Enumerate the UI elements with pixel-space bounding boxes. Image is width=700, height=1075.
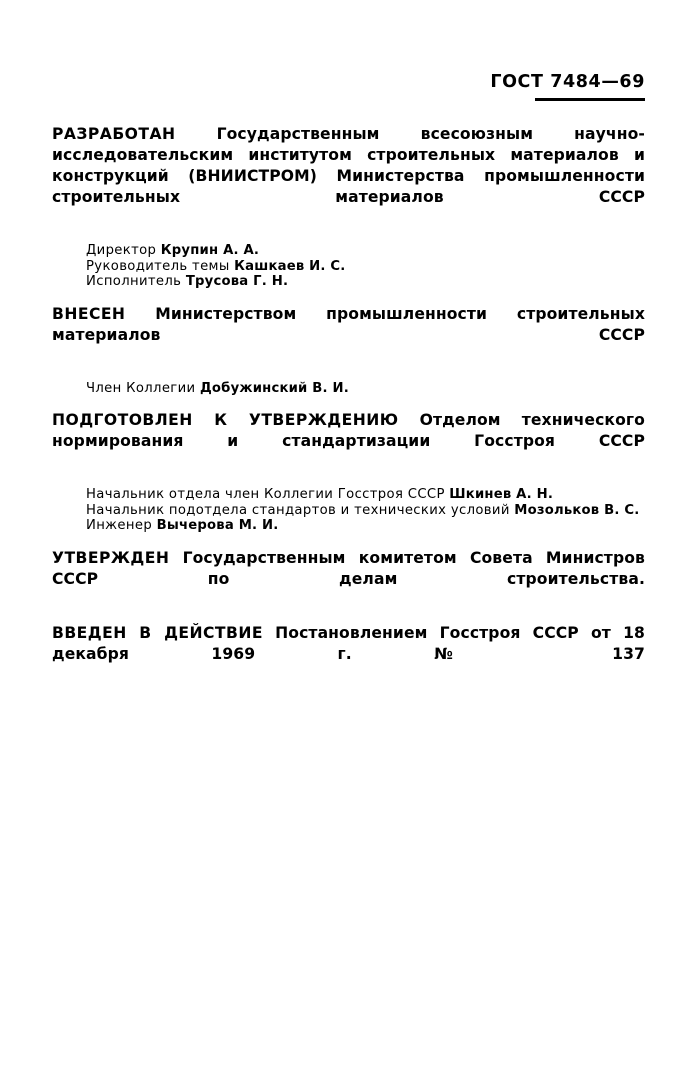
section-prepared: [52, 410, 645, 473]
person-row: [86, 259, 645, 275]
standard-number: ГОСТ 7484—69: [490, 72, 645, 92]
header-rule: [535, 98, 645, 101]
section-approved-lead: УТВЕРЖДЕН: [52, 548, 170, 567]
section-submitted: [52, 304, 645, 367]
person-role: Начальник подотдела стандартов и технических условий: [86, 502, 515, 518]
person-name: Трусова Г. Н.: [185, 274, 289, 289]
people-list-submitted: [52, 381, 645, 397]
person-row: [86, 503, 645, 519]
people-list-prepared: [52, 487, 645, 534]
section-developed-lead: РАЗРАБОТАН: [52, 125, 176, 143]
person-role: Исполнитель: [86, 274, 186, 289]
section-enacted-lead: ВВЕДЕН В ДЕЙСТВИЕ: [52, 623, 263, 642]
section-prepared-lead: ПОДГОТОВЛЕН К УТВЕРЖДЕНИЮ: [52, 411, 399, 429]
person-name: Кашкаев И. С.: [234, 258, 346, 274]
person-name: Мозольков В. С.: [514, 502, 640, 518]
page-header: [52, 74, 645, 101]
section-approved: [52, 548, 645, 611]
person-row: [86, 381, 645, 397]
section-submitted-lead: ВНЕСЕН: [52, 304, 126, 323]
section-submitted-body: Министерством промышленности строительных материалов СССР: [52, 304, 645, 344]
section-developed-body: Государственным всесоюзным научно-исследовательским институтом строительных материалов и конструкций (ВНИИСТРОМ) Министерства промышленности строительных материалов СССР: [52, 125, 645, 206]
person-name: Добужинский В. И.: [199, 380, 349, 396]
section-prepared-body: Отделом технического нормирования и стандартизации Госстроя СССР: [52, 411, 645, 450]
person-row: [86, 487, 645, 503]
person-name: Вычерова М. И.: [156, 518, 279, 533]
person-role: Инженер: [86, 518, 157, 533]
person-name: Крупин А. А.: [160, 243, 260, 258]
person-role: Член Коллегии: [86, 380, 200, 396]
section-approved-body: Государственным комитетом Совета Министров СССР по делам строительства.: [52, 548, 645, 588]
person-role: Директор: [86, 243, 161, 258]
section-enacted: [52, 623, 645, 686]
people-list-developed: [52, 243, 645, 290]
section-enacted-body: Постановлением Госстроя СССР от 18 декабря 1969 г. № 137: [52, 623, 645, 663]
document-body: [52, 124, 645, 686]
section-developed: [52, 124, 645, 229]
person-name: Шкинев А. Н.: [449, 487, 554, 502]
person-role: Руководитель темы: [86, 258, 235, 274]
person-row: [86, 518, 645, 534]
person-row: [86, 243, 645, 259]
person-role: Начальник отдела член Коллегии Госстроя СССР: [86, 487, 450, 502]
person-row: [86, 274, 645, 290]
